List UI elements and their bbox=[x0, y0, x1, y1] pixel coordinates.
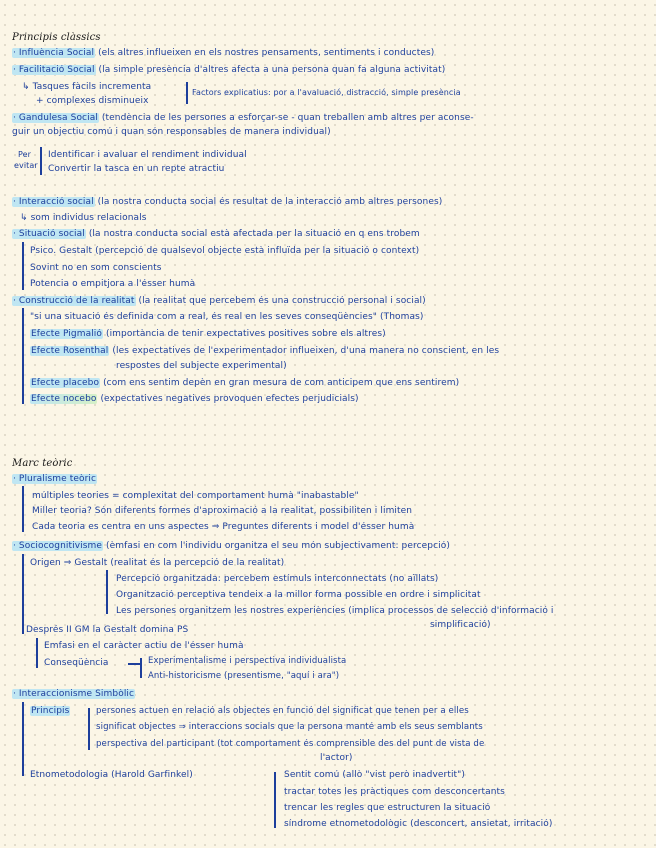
note-line bbox=[30, 378, 459, 389]
keyword: Efecte Rosenthal bbox=[31, 346, 109, 356]
note-line bbox=[12, 65, 445, 76]
note-line: Etnometodologia (Harold Garfinkel) bbox=[30, 770, 193, 780]
note-text: (tendència de les persones a esforçar-se - quan treballen amb altres per aconse- bbox=[98, 113, 474, 123]
keyword: · Influència Social bbox=[13, 48, 95, 58]
note-line bbox=[12, 48, 434, 59]
note-line: síndrome etnometodològic (desconcert, ansietat, irritació) bbox=[284, 819, 553, 829]
note-text: (la simple presència d'altres afecta a una persona quan fa alguna activitat) bbox=[95, 65, 446, 75]
note-line: significat objectes ⇒ interaccions socials que la persona manté amb els seus semblants bbox=[96, 722, 483, 732]
note-line: Psico. Gestalt (percepció de qualsevol objecte està influïda per la situació o context) bbox=[30, 246, 420, 256]
note-line: Després II GM la Gestalt domina PS bbox=[26, 625, 189, 635]
brace bbox=[22, 702, 24, 776]
note-line bbox=[30, 346, 499, 357]
brace bbox=[36, 638, 38, 668]
note-line: Percepció organitzada: percebem estímuls interconnectats (no aïllats) bbox=[116, 574, 439, 584]
note-line bbox=[12, 113, 474, 124]
note-line: ↳ Tasques fàcils incrementa bbox=[22, 82, 152, 92]
note-line: Origen ⇒ Gestalt (realitat és la percepció de la realitat) bbox=[30, 558, 285, 568]
note-line: Identificar i avaluar el rendiment individual bbox=[48, 150, 247, 160]
note-line bbox=[12, 229, 420, 240]
brace bbox=[22, 554, 24, 634]
section-title: Principis clàssics bbox=[12, 32, 101, 43]
note-line: Organització perceptiva tendeix a la millor forma possible en ordre i simplicitat bbox=[116, 590, 481, 600]
brace bbox=[40, 147, 42, 175]
note-line bbox=[30, 394, 359, 405]
keyword: Principis bbox=[31, 706, 70, 716]
note-line bbox=[30, 706, 70, 717]
keyword: Efecte Pigmalió bbox=[31, 329, 102, 339]
note-text: (expectatives negatives provoquen efectes perjudicials) bbox=[97, 394, 359, 404]
note-line: Les persones organitzem les nostres experiències (implica processos de selecció d'informació i bbox=[116, 606, 554, 616]
note-line: Conseqüència bbox=[44, 658, 109, 668]
note-line: guir un objectiu comú i quan són responsables de manera individual) bbox=[12, 127, 331, 137]
note-text: (les expectatives de l'experimentador influeixen, d'una manera no conscient, en les bbox=[109, 346, 500, 356]
brace bbox=[88, 708, 90, 750]
note-line: Sovint no en som conscients bbox=[30, 263, 162, 273]
side-label: evitar bbox=[14, 161, 38, 170]
note-line: Èmfasi en el caràcter actiu de l'ésser humà bbox=[44, 641, 244, 651]
keyword: Efecte placebo bbox=[31, 378, 100, 388]
note-line: ↳ som individus relacionals bbox=[20, 213, 147, 223]
keyword: · Interaccionisme Simbòlic bbox=[13, 689, 135, 699]
note-text: (els altres influeixen en els nostres pensaments, sentiments i conductes) bbox=[95, 48, 435, 58]
brace bbox=[186, 82, 188, 104]
keyword: · Gandulesa Social bbox=[13, 113, 98, 123]
note-line: l'actor) bbox=[320, 753, 353, 763]
note-line: Experimentalisme i perspectiva individualista bbox=[148, 656, 347, 666]
note-text: (la realitat que percebem és una construcció personal i social) bbox=[135, 296, 426, 306]
note-text: (la nostra conducta social és resultat de la interacció amb altres persones) bbox=[94, 197, 443, 207]
note-line: Anti-historicisme (presentisme, "aquí i ara") bbox=[148, 671, 340, 681]
keyword: · Situació social bbox=[13, 229, 85, 239]
keyword: · Interacció social bbox=[13, 197, 94, 207]
note-line bbox=[12, 197, 442, 208]
note-line: respostes del subjecte experimental) bbox=[116, 361, 287, 371]
note-line: persones actuen en relació als objectes en funció del significat que tenen per a elles bbox=[96, 706, 469, 716]
note-line: Convertir la tasca en un repte atractiu bbox=[48, 164, 225, 174]
note-line: tractar totes les pràctiques com desconcertants bbox=[284, 787, 505, 797]
note-line: simplificació) bbox=[430, 620, 491, 630]
brace bbox=[22, 242, 24, 290]
note-text: (importància de tenir expectatives positives sobre els altres) bbox=[103, 329, 386, 339]
note-line: perspectiva del participant (tot comportament és comprensible des del punt de vista de bbox=[96, 739, 485, 749]
note-text: (com ens sentim depèn en gran mesura de com anticipem que ens sentirem) bbox=[100, 378, 460, 388]
brace bbox=[274, 772, 276, 828]
note-line: múltiples teories = complexitat del comportament humà "inabastable" bbox=[32, 491, 359, 501]
note-line: Sentit comú (allò "vist però inadvertit") bbox=[284, 770, 466, 780]
note-line bbox=[12, 296, 426, 307]
note-line: Miller teoria? Són diferents formes d'aproximació a la realitat, possibiliten i limiten bbox=[32, 506, 413, 516]
keyword: · Pluralisme teòric bbox=[13, 474, 97, 484]
brace bbox=[106, 570, 108, 614]
keyword: · Construcció de la realitat bbox=[13, 296, 135, 306]
note-text: (èmfasi en com l'individu organitza el seu món subjectivament: percepció) bbox=[103, 541, 450, 551]
keyword: · Facilitació Social bbox=[13, 65, 95, 75]
note-line: trencar les regles que estructuren la situació bbox=[284, 803, 491, 813]
side-label: Per bbox=[18, 150, 32, 159]
note-line: + complexes disminueix bbox=[36, 96, 149, 106]
note-line bbox=[12, 689, 135, 700]
note-line bbox=[12, 474, 97, 485]
note-line: Potencia o empitjora a l'ésser humà bbox=[30, 279, 196, 289]
note-line: Factors explicatius: por a l'avaluació, distracció, simple presència bbox=[192, 88, 461, 97]
note-line bbox=[12, 541, 450, 552]
section-title: Marc teòric bbox=[12, 458, 73, 469]
note-line: Cada teoria es centra en uns aspectes ⇒ Preguntes diferents i model d'ésser humà bbox=[32, 522, 415, 532]
note-line bbox=[30, 329, 386, 340]
note-line: "si una situació és definida com a real, és real en les seves conseqüències" (Thomas) bbox=[30, 312, 424, 322]
brace bbox=[140, 658, 142, 678]
arrow bbox=[128, 663, 140, 665]
note-text: (la nostra conducta social està afectada per la situació en q ens trobem bbox=[85, 229, 420, 239]
brace bbox=[22, 486, 24, 532]
brace bbox=[22, 308, 24, 404]
keyword: · Sociocognitivisme bbox=[13, 541, 103, 551]
keyword: Efecte nocebo bbox=[31, 394, 97, 404]
